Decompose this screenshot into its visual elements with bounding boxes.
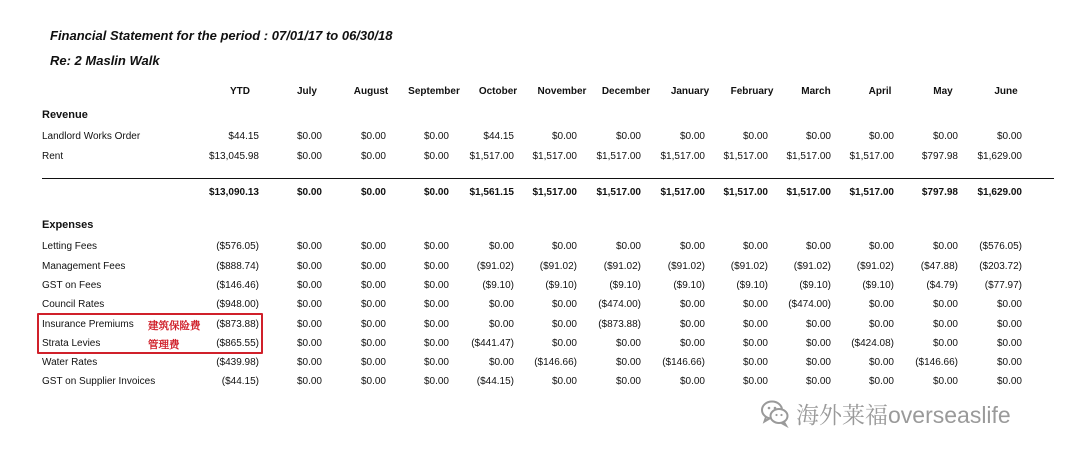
column-header: June (994, 86, 1018, 97)
row-value: $0.00 (615, 131, 641, 142)
row-value: $0.00 (360, 151, 386, 162)
row-value: $0.00 (423, 376, 449, 387)
row-value: $0.00 (932, 241, 958, 252)
row-value: ($9.10) (862, 280, 894, 291)
row-value: $0.00 (423, 338, 449, 349)
row-value: $0.00 (360, 319, 386, 330)
column-header: July (296, 86, 317, 97)
row-value: $0.00 (360, 338, 386, 349)
row-value: $0.00 (296, 319, 322, 330)
row-value: ($424.08) (851, 338, 894, 349)
row-value: $0.00 (615, 241, 641, 252)
row-value: $1,517.00 (786, 151, 831, 162)
row-value: ($91.02) (667, 261, 705, 272)
row-value: $0.00 (423, 319, 449, 330)
column-header: March (801, 86, 831, 97)
row-value: $0.00 (296, 131, 322, 142)
row-value: $0.00 (805, 357, 831, 368)
row-value: $0.00 (868, 241, 894, 252)
row-value: $44.15 (228, 131, 259, 142)
row-value: $0.00 (679, 376, 705, 387)
row-value: $0.00 (742, 131, 768, 142)
statement-title: Financial Statement for the period : 07/01/17 to 06/30/18 (50, 28, 393, 43)
row-value: ($474.00) (598, 299, 641, 310)
row-value: ($576.05) (216, 241, 259, 252)
row-value: $1,517.00 (723, 151, 768, 162)
column-header: September (408, 86, 460, 97)
row-annotation: 建筑保险费 (148, 320, 201, 332)
row-value: $0.00 (679, 338, 705, 349)
wechat-icon (760, 398, 790, 428)
row-value: ($91.02) (476, 261, 514, 272)
row-value: $0.00 (805, 131, 831, 142)
row-value: $44.15 (483, 131, 514, 142)
row-value: $0.00 (805, 241, 831, 252)
row-label: GST on Supplier Invoices (42, 376, 156, 387)
column-header: YTD (230, 86, 250, 97)
total-value: $0.00 (360, 187, 386, 198)
row-value: ($948.00) (216, 299, 259, 310)
row-value: $0.00 (296, 261, 322, 272)
row-value: $0.00 (932, 299, 958, 310)
row-value: ($9.10) (609, 280, 641, 291)
row-value: ($865.55) (216, 338, 259, 349)
row-value: ($9.10) (545, 280, 577, 291)
total-value: $0.00 (423, 187, 449, 198)
highlight-box (37, 313, 263, 354)
row-value: $0.00 (932, 319, 958, 330)
row-value: ($77.97) (984, 280, 1022, 291)
row-value: $0.00 (742, 376, 768, 387)
row-value: $0.00 (423, 357, 449, 368)
row-value: $0.00 (996, 357, 1022, 368)
row-value: ($474.00) (788, 299, 831, 310)
row-value: $0.00 (360, 241, 386, 252)
row-value: $0.00 (488, 241, 514, 252)
row-label: Landlord Works Order (42, 131, 141, 142)
row-value: $0.00 (423, 241, 449, 252)
row-value: ($91.02) (539, 261, 577, 272)
row-value: ($9.10) (673, 280, 705, 291)
row-label: Insurance Premiums (42, 319, 134, 330)
row-value: $0.00 (615, 357, 641, 368)
row-value: $0.00 (742, 319, 768, 330)
row-value: $0.00 (423, 261, 449, 272)
watermark-text: 海外莱福overseaslife (796, 401, 1011, 428)
row-label: Council Rates (42, 299, 105, 310)
row-value: $0.00 (488, 357, 514, 368)
row-value: $0.00 (296, 280, 322, 291)
row-value: ($44.15) (221, 376, 259, 387)
row-value: $0.00 (996, 376, 1022, 387)
row-value: $0.00 (932, 131, 958, 142)
row-value: $0.00 (805, 338, 831, 349)
row-value: ($91.02) (603, 261, 641, 272)
row-value: $0.00 (932, 338, 958, 349)
row-value: $0.00 (360, 280, 386, 291)
total-value: $797.98 (921, 187, 958, 198)
row-value: $0.00 (932, 376, 958, 387)
row-value: $0.00 (868, 357, 894, 368)
row-value: $0.00 (488, 319, 514, 330)
row-value: $0.00 (996, 299, 1022, 310)
row-value: $0.00 (742, 338, 768, 349)
total-value: $1,517.00 (786, 187, 831, 198)
row-value: ($9.10) (736, 280, 768, 291)
row-value: ($146.66) (662, 357, 705, 368)
row-value: $0.00 (868, 376, 894, 387)
row-value: $0.00 (996, 338, 1022, 349)
row-value: $0.00 (551, 338, 577, 349)
row-value: $0.00 (805, 376, 831, 387)
watermark (760, 398, 1011, 428)
row-value: ($9.10) (799, 280, 831, 291)
total-value: $1,561.15 (469, 187, 514, 198)
row-value: ($44.15) (476, 376, 514, 387)
row-value: $0.00 (996, 131, 1022, 142)
row-value: $0.00 (615, 338, 641, 349)
row-value: $0.00 (360, 376, 386, 387)
row-value: ($4.79) (926, 280, 958, 291)
row-value: $0.00 (296, 376, 322, 387)
total-value: $1,517.00 (660, 187, 705, 198)
row-value: $0.00 (296, 338, 322, 349)
row-value: ($203.72) (979, 261, 1022, 272)
row-value: $0.00 (868, 299, 894, 310)
total-divider (42, 178, 1054, 179)
row-value: $0.00 (551, 131, 577, 142)
row-value: $13,045.98 (208, 151, 259, 162)
column-header: May (933, 86, 953, 97)
row-value: ($873.88) (216, 319, 259, 330)
row-value: $1,517.00 (596, 151, 641, 162)
row-value: $797.98 (921, 151, 958, 162)
total-value: $1,517.00 (849, 187, 894, 198)
row-value: ($873.88) (598, 319, 641, 330)
property-reference: Re: 2 Maslin Walk (50, 53, 160, 68)
column-header: April (868, 86, 892, 97)
row-label: Letting Fees (42, 241, 98, 252)
row-value: $0.00 (551, 376, 577, 387)
row-value: $1,629.00 (977, 151, 1022, 162)
row-value: $0.00 (360, 131, 386, 142)
row-label: Strata Levies (42, 338, 101, 349)
row-value: ($91.02) (856, 261, 894, 272)
row-value: ($146.66) (534, 357, 577, 368)
row-value: ($146.46) (216, 280, 259, 291)
row-value: $0.00 (868, 319, 894, 330)
row-value: $0.00 (296, 151, 322, 162)
total-value: $1,629.00 (977, 187, 1022, 198)
row-value: $1,517.00 (532, 151, 577, 162)
row-value: $0.00 (360, 299, 386, 310)
column-header: January (670, 86, 710, 97)
row-value: $0.00 (296, 299, 322, 310)
total-value: $13,090.13 (208, 187, 259, 198)
column-header: August (353, 86, 389, 97)
row-value: $1,517.00 (660, 151, 705, 162)
row-value: ($91.02) (793, 261, 831, 272)
row-value: $0.00 (423, 131, 449, 142)
row-value: $0.00 (805, 319, 831, 330)
row-value: $0.00 (551, 241, 577, 252)
row-value: $1,517.00 (469, 151, 514, 162)
section-heading-revenue: Revenue (42, 109, 88, 121)
row-value: $0.00 (868, 131, 894, 142)
row-value: $0.00 (423, 151, 449, 162)
row-value: ($576.05) (979, 241, 1022, 252)
total-value: $1,517.00 (532, 187, 577, 198)
row-value: ($146.66) (915, 357, 958, 368)
row-value: $0.00 (679, 131, 705, 142)
column-header: December (601, 86, 651, 97)
column-header: October (478, 86, 518, 97)
row-value: $0.00 (679, 241, 705, 252)
row-value: $0.00 (551, 319, 577, 330)
section-heading-expenses: Expenses (42, 219, 94, 231)
row-value: $0.00 (679, 319, 705, 330)
row-value: $0.00 (742, 357, 768, 368)
row-value: $0.00 (360, 357, 386, 368)
column-header: November (537, 86, 587, 97)
total-value: $1,517.00 (596, 187, 641, 198)
row-value: $0.00 (551, 299, 577, 310)
row-value: $0.00 (423, 299, 449, 310)
total-value: $1,517.00 (723, 187, 768, 198)
row-value: $0.00 (679, 299, 705, 310)
row-value: $0.00 (996, 319, 1022, 330)
row-value: ($91.02) (730, 261, 768, 272)
row-value: $0.00 (296, 241, 322, 252)
row-label: Water Rates (42, 357, 98, 368)
row-value: ($47.88) (920, 261, 958, 272)
row-value: $0.00 (488, 299, 514, 310)
row-value: ($888.74) (216, 261, 259, 272)
column-header: February (730, 86, 774, 97)
row-label: Management Fees (42, 261, 126, 272)
row-value: $0.00 (360, 261, 386, 272)
row-value: ($9.10) (482, 280, 514, 291)
row-label: Rent (42, 151, 64, 162)
row-value: $0.00 (423, 280, 449, 291)
total-value: $0.00 (296, 187, 322, 198)
row-value: $0.00 (742, 299, 768, 310)
row-value: $0.00 (615, 376, 641, 387)
row-label: GST on Fees (42, 280, 102, 291)
row-value: ($439.98) (216, 357, 259, 368)
row-value: ($441.47) (471, 338, 514, 349)
row-value: $1,517.00 (849, 151, 894, 162)
row-value: $0.00 (296, 357, 322, 368)
row-annotation: 管理费 (148, 339, 180, 351)
row-value: $0.00 (742, 241, 768, 252)
